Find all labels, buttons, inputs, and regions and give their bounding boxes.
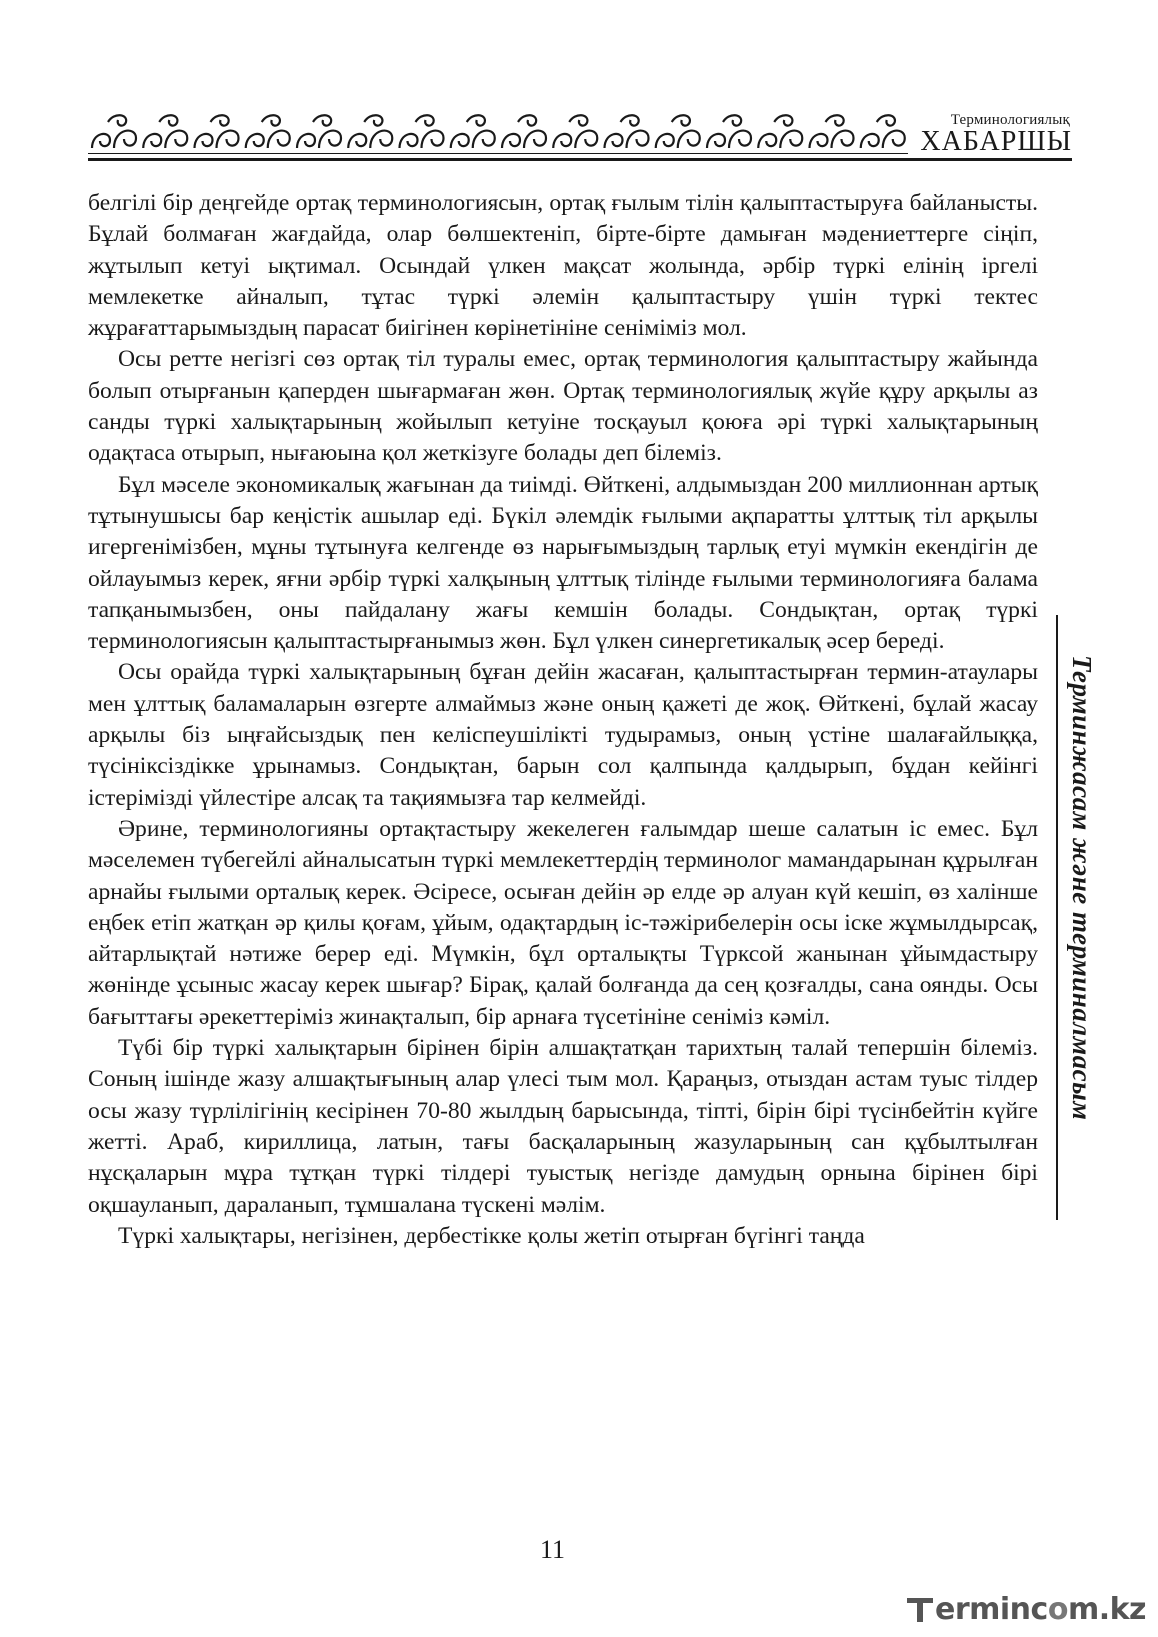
paragraph: Осы ретте негізгі сөз ортақ тіл туралы емес, ортақ терминология қалыптастыру жайында болып отырғанын қаперден шығармаған жөн. Ортақ терминологиялық жүйе құру арқылы аз санды түркі халықтарының жойылып кетуіне тосқауыл қоюға әрі түркі халықтарының одақтаса отырып, нығаюына қол жеткізуге болады деп білеміз. — [88, 346, 1038, 467]
ornament-scroll — [451, 115, 495, 148]
ornament-scroll — [861, 115, 905, 148]
ornament-scroll — [553, 115, 597, 148]
ornament-scroll — [707, 115, 751, 148]
ornament-scroll — [143, 115, 187, 148]
paragraph: белгілі бір деңгейде ортақ терминологиясын, ортақ ғылым тілін қалыптастыруға байланысты. Бұлай болмаған жағдайда, олар бөлшектеніп, бірте-бірте дамыған мәдениеттерге сіңіп, жұтылып кетуі ықтимал. Осындай үлкен мақсат жолында, әрбір түркі елінің іргелі мемлекетке айналып, тұтас түркі әлемін қалыптастыру үшін түркі тектес жұрағаттарымыздың парасат биігінен көрінетініне сеніміміз мол. — [88, 190, 1038, 342]
ornament-scroll — [605, 115, 649, 148]
page-number: 11 — [540, 1535, 566, 1564]
paragraph: Бұл мәселе экономикалық жағынан да тиімді. Өйткені, алдымыздан 200 миллионнан артық тұтынушысы бар кеңістік ашылар еді. Бүкіл әлемдік ғылыми ақпаратты ұлттық тіл арқылы игергенімізбен, мұны тұтынуға келгенде өз нарығымыздың тарлық етуі мүмкін екендігін де ойлауымыз керек, яғни әрбір түркі халқының ұлттық тілінде ғылыми терминологияға балама тапқанымызбен, оны пайдалану жағы кемшін болады. Сондықтан, ортақ түркі терминологиясын қалыптастырғанымыз жөн. Бұл үлкен синергетикалық әсер береді. — [88, 471, 1038, 655]
ornament-scroll — [502, 115, 546, 148]
article-body — [88, 188, 1038, 1252]
header-rule-thin — [88, 153, 908, 154]
journal-title: ХАБАРШЫ — [920, 126, 1072, 157]
paragraph: Түбі бір түркі халықтарын бірінен бірін алшақтатқан тарихтың талай тепершін білеміз. Соның ішінде жазу алшақтығының алар үлесі тым мол. Қараңыз, отыздан астам туыс тілдер осы жазу түрлілігінің кесірінен 70-80 жылдың барысында, тіпті, бірін бірі түсінбейтін күйге жетті. Араб, кириллица, латын, тағы басқаларының жазуларының сан құбылтылған нұсқаларын мұра тұтқан түркі тілдері туыстық негізде дамудың орнына бірінен бірі оқшауланып, дараланып, тұмшалана түскені мәлім. — [88, 1035, 1038, 1218]
paragraph: Әрине, терминологияны ортақтастыру жекелеген ғалымдар шеше салатын іс емес. Бұл мәселемен түбегейлі айналысатын түркі мемлекеттердің терминолог мамандарынан құрылған арнайы ғылыми орталық керек. Әсіресе, осыған дейін әр елде әр алуан күй кешіп, өз халінше еңбек етіп жатқан әр қилы қоғам, ұйым, одақтардың іс-тәжірибелерін осы іске жұмылдырсақ, айтарлықтай нәтиже берер еді. Мүмкін, бұл орталықты Түрксой жанынан ұйымдастыру жөнінде ұсыныс жасау керек шығар? Бірақ, қалай болғанда да сең қозғалды, сана оянды. Осы бағыттағы әрекеттеріміз жинақталып, бір арнаға түсетініне сеніміз кәміл. — [88, 815, 1038, 1030]
ornament-scroll — [400, 115, 444, 148]
watermark-text: ermincom.kz — [935, 1592, 1147, 1627]
ornament-scroll — [758, 115, 802, 148]
ornament-scroll — [297, 115, 341, 148]
page-header — [88, 100, 1072, 162]
ornament-scroll — [195, 115, 239, 148]
ornament-scroll — [656, 115, 700, 148]
header-rule — [88, 158, 1072, 161]
ornament-scroll — [246, 115, 290, 148]
section-side-rule — [1056, 615, 1058, 1220]
paragraph: Түркі халықтары, негізінен, дербестікке қолы жетіп отырған бүгінгі таңда — [118, 1222, 865, 1249]
ornament-scroll — [348, 115, 392, 148]
ornament-scroll — [810, 115, 854, 148]
t-logo-icon — [905, 1596, 935, 1624]
paragraph: Осы орайда түркі халықтарының бұған дейін жасаған, қалыптастырған термин-атаулары мен ұлттық баламаларын өзгерте алмаймыз және оның қажеті де жоқ. Өйткені, бұлай жасау арқылы біз ыңғайсыздық пен келіспеушілікті тудырамыз, оның үстіне шалағайлыққа, түсініксіздікке ұрынамыз. Сондықтан, барын сол қалпында қалдырып, бұдан кейінгі істерімізді үйлестіре алсақ та тақиямызға тар келмейді. — [88, 659, 1038, 811]
ornament-scroll — [92, 115, 136, 148]
watermark-logo — [905, 1590, 1147, 1630]
section-title-vertical: Терминжасам және терминалмасым — [1067, 655, 1097, 1121]
ornament-border-icon — [88, 108, 908, 152]
journal-subtitle: Терминологиялық — [950, 112, 1070, 128]
